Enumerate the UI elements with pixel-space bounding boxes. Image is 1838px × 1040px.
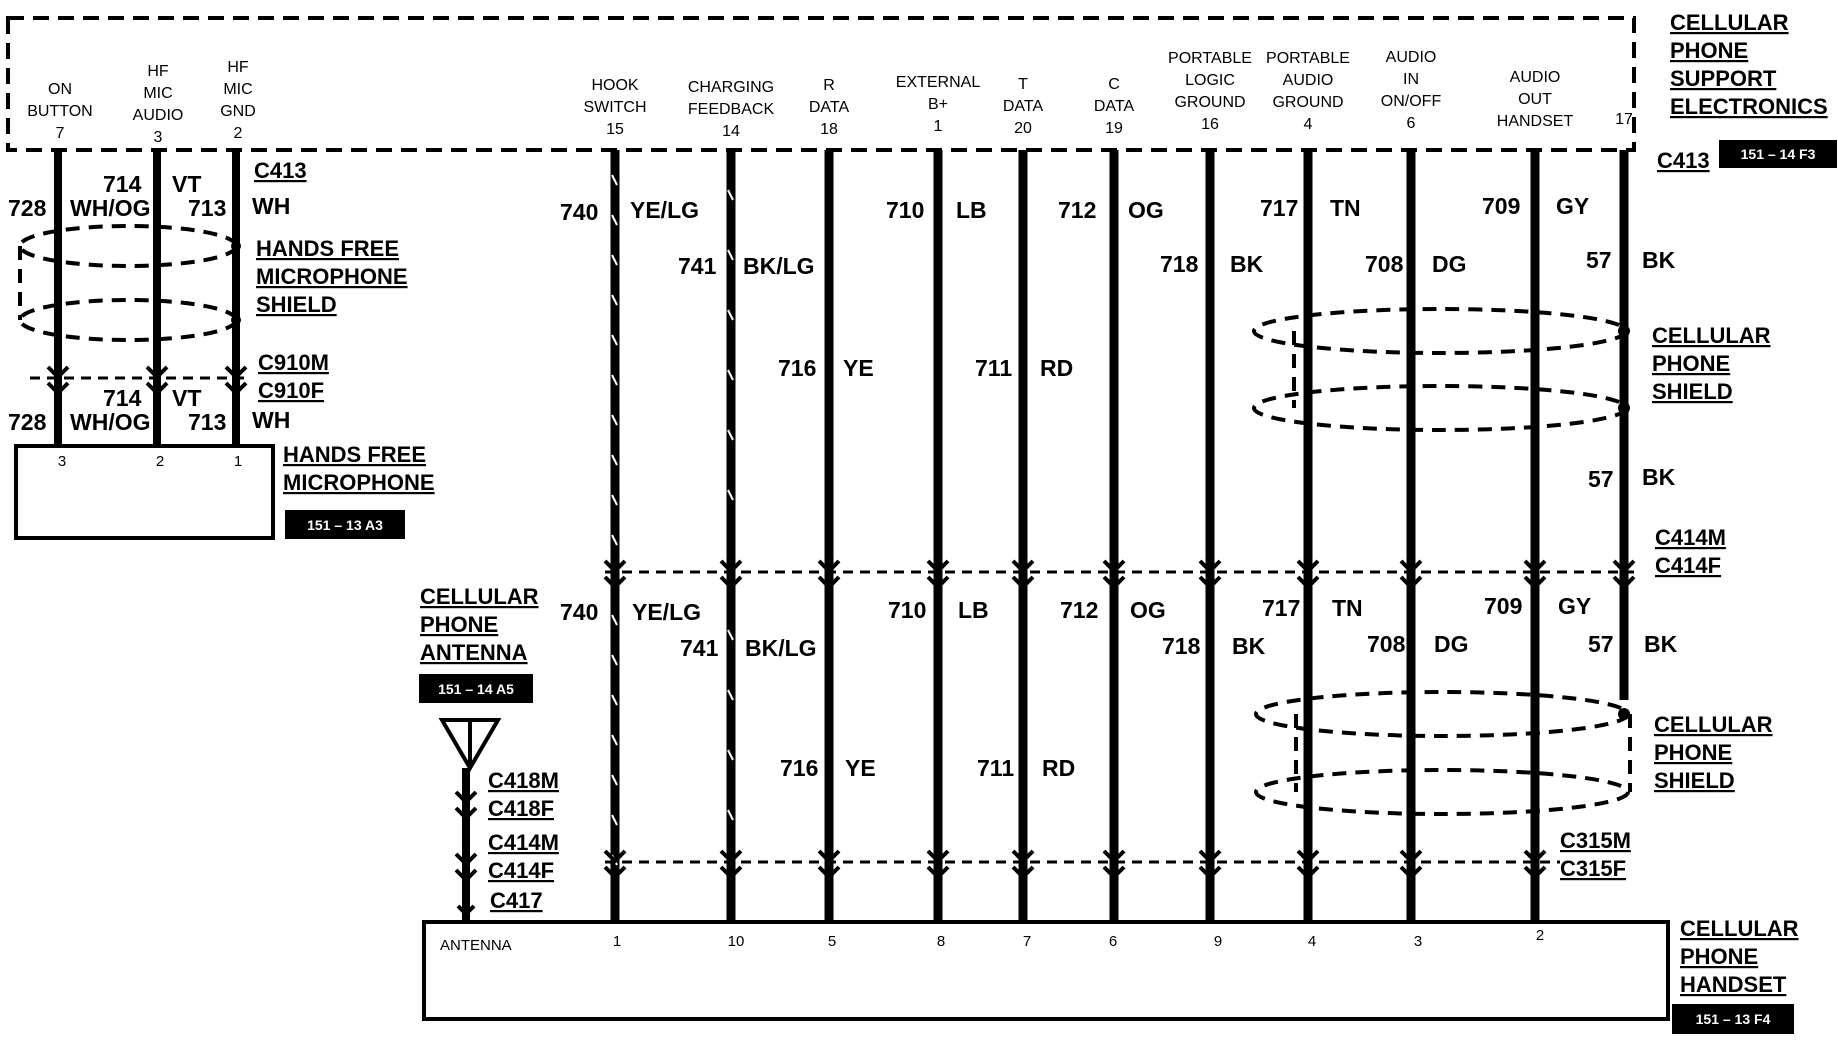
svg-text:717: 717 — [1262, 595, 1301, 621]
mic-shield — [20, 226, 236, 340]
svg-text:OUT: OUT — [1518, 91, 1552, 108]
svg-text:OG: OG — [1128, 197, 1164, 223]
svg-text:SHIELD: SHIELD — [1652, 379, 1733, 404]
svg-text:10: 10 — [727, 933, 745, 950]
svg-text:PHONE: PHONE — [420, 612, 499, 637]
svg-text:710: 710 — [888, 597, 927, 623]
svg-text:AUDIO: AUDIO — [1385, 49, 1437, 66]
module-connector-c413: C413 — [1657, 148, 1710, 173]
svg-text:7: 7 — [55, 125, 65, 142]
svg-text:RD: RD — [1040, 355, 1074, 381]
svg-text:C910M: C910M — [258, 350, 329, 375]
c315-chevrons — [605, 851, 1545, 877]
svg-text:710: 710 — [886, 197, 925, 223]
c414-chevrons — [605, 561, 1634, 587]
mic-connector-c413: C413 — [254, 158, 307, 183]
svg-text:14: 14 — [722, 123, 740, 140]
svg-text:WH: WH — [252, 193, 291, 219]
svg-text:1: 1 — [612, 933, 622, 950]
svg-text:AUDIO: AUDIO — [1509, 69, 1561, 86]
svg-text:709: 709 — [1484, 593, 1523, 619]
svg-text:5: 5 — [827, 933, 837, 950]
svg-text:WH/OG: WH/OG — [70, 195, 151, 221]
svg-text:15: 15 — [606, 121, 624, 138]
antenna-icon — [442, 720, 498, 768]
svg-text:C910F: C910F — [258, 378, 325, 403]
svg-text:3: 3 — [1413, 933, 1423, 950]
svg-text:MIC: MIC — [223, 81, 253, 98]
svg-text:6: 6 — [1406, 115, 1416, 132]
svg-text:CHARGING: CHARGING — [687, 79, 775, 96]
svg-text:57: 57 — [1586, 247, 1612, 273]
svg-text:3: 3 — [153, 129, 163, 146]
svg-text:MICROPHONE: MICROPHONE — [256, 264, 408, 289]
svg-text:YE/LG: YE/LG — [632, 599, 702, 625]
svg-text:AUDIO: AUDIO — [1282, 72, 1334, 89]
svg-text:16: 16 — [1201, 116, 1219, 133]
svg-text:GY: GY — [1556, 193, 1590, 219]
svg-text:LOGIC: LOGIC — [1185, 72, 1235, 89]
svg-text:20: 20 — [1014, 120, 1032, 137]
svg-text:SHIELD: SHIELD — [256, 292, 337, 317]
svg-text:AUDIO: AUDIO — [132, 107, 184, 124]
svg-text:DATA: DATA — [808, 99, 850, 116]
svg-text:MICROPHONE: MICROPHONE — [283, 470, 435, 495]
c414-label — [1655, 525, 1726, 578]
svg-text:718: 718 — [1162, 633, 1201, 659]
svg-text:ON/OFF: ON/OFF — [1380, 93, 1442, 110]
antenna-title — [420, 584, 539, 665]
svg-text:OG: OG — [1130, 597, 1166, 623]
mic-inline-connector — [258, 350, 329, 403]
svg-text:6: 6 — [1108, 933, 1118, 950]
svg-text:708: 708 — [1365, 251, 1404, 277]
svg-text:741: 741 — [678, 253, 717, 279]
svg-text:R: R — [823, 77, 835, 94]
svg-text:GROUND: GROUND — [1174, 94, 1246, 111]
svg-text:FEEDBACK: FEEDBACK — [687, 101, 775, 118]
handset-antenna-label: ANTENNA — [440, 937, 512, 954]
svg-text:C315M: C315M — [1560, 828, 1631, 853]
svg-text:RD: RD — [1042, 755, 1076, 781]
svg-text:CELLULAR: CELLULAR — [1652, 323, 1771, 348]
svg-text:740: 740 — [560, 199, 599, 225]
svg-text:1: 1 — [233, 453, 243, 470]
svg-text:GND: GND — [220, 103, 256, 120]
svg-text:57: 57 — [1588, 631, 1614, 657]
svg-text:C414M: C414M — [488, 830, 559, 855]
svg-text:EXTERNAL: EXTERNAL — [895, 74, 981, 91]
svg-text:ON: ON — [48, 81, 72, 98]
c910-chevrons — [48, 367, 246, 393]
mic-ref: 151 – 13 A3 — [307, 517, 383, 533]
svg-text:VT: VT — [172, 171, 202, 197]
svg-text:C417: C417 — [490, 888, 543, 913]
svg-text:T: T — [1018, 76, 1028, 93]
svg-text:CELLULAR: CELLULAR — [1654, 712, 1773, 737]
svg-text:18: 18 — [820, 121, 838, 138]
svg-text:PORTABLE: PORTABLE — [1168, 50, 1252, 67]
svg-text:MIC: MIC — [143, 85, 173, 102]
svg-text:712: 712 — [1060, 597, 1099, 623]
svg-text:HANDS FREE: HANDS FREE — [283, 442, 427, 467]
svg-text:YE: YE — [845, 755, 876, 781]
svg-text:GY: GY — [1558, 593, 1592, 619]
svg-text:716: 716 — [780, 755, 819, 781]
svg-text:C414F: C414F — [1655, 553, 1722, 578]
antenna-connectors — [488, 768, 559, 913]
svg-text:DATA: DATA — [1002, 98, 1044, 115]
svg-text:C: C — [1108, 76, 1120, 93]
svg-text:714: 714 — [103, 385, 142, 411]
svg-text:713: 713 — [188, 409, 227, 435]
svg-text:17: 17 — [1615, 111, 1633, 128]
svg-text:8: 8 — [936, 933, 946, 950]
svg-text:GROUND: GROUND — [1272, 94, 1344, 111]
c315-label — [1560, 828, 1631, 881]
svg-text:IN: IN — [1403, 71, 1419, 88]
svg-text:741: 741 — [680, 635, 719, 661]
svg-text:57: 57 — [1588, 466, 1614, 492]
svg-text:740: 740 — [560, 599, 599, 625]
svg-text:716: 716 — [778, 355, 817, 381]
svg-text:19: 19 — [1105, 120, 1123, 137]
svg-text:HF: HF — [227, 59, 249, 76]
svg-text:HF: HF — [147, 63, 169, 80]
svg-text:ELECTRONICS: ELECTRONICS — [1670, 94, 1828, 119]
svg-text:4: 4 — [1307, 933, 1317, 950]
svg-text:713: 713 — [188, 195, 227, 221]
module-pin-labels — [27, 49, 1633, 146]
svg-text:YE: YE — [843, 355, 874, 381]
svg-text:2: 2 — [233, 125, 243, 142]
svg-text:BK: BK — [1230, 251, 1264, 277]
svg-text:PHONE: PHONE — [1680, 944, 1759, 969]
svg-text:BK: BK — [1232, 633, 1266, 659]
mic-shield-label — [256, 236, 408, 317]
svg-text:BK/LG: BK/LG — [743, 253, 815, 279]
svg-text:3: 3 — [57, 453, 67, 470]
svg-text:9: 9 — [1213, 933, 1223, 950]
svg-text:712: 712 — [1058, 197, 1097, 223]
svg-text:PHONE: PHONE — [1652, 351, 1731, 376]
svg-text:BK: BK — [1644, 631, 1678, 657]
svg-text:ANTENNA: ANTENNA — [420, 640, 528, 665]
mic-title — [283, 442, 435, 495]
svg-text:2: 2 — [155, 453, 165, 470]
module-ref: 151 – 14 F3 — [1740, 146, 1816, 162]
mic-wire-labels-upper — [8, 171, 290, 221]
svg-text:VT: VT — [172, 385, 202, 411]
phone-shield-upper-label — [1652, 323, 1771, 404]
svg-text:PHONE: PHONE — [1670, 38, 1749, 63]
svg-text:LB: LB — [956, 197, 987, 223]
svg-text:711: 711 — [975, 355, 1013, 381]
svg-text:DG: DG — [1434, 631, 1469, 657]
support-electronics-title — [1670, 10, 1828, 119]
svg-text:714: 714 — [103, 171, 142, 197]
svg-text:WH/OG: WH/OG — [70, 409, 151, 435]
svg-text:SHIELD: SHIELD — [1654, 768, 1735, 793]
svg-text:CELLULAR: CELLULAR — [1670, 10, 1789, 35]
svg-text:B+: B+ — [927, 96, 949, 113]
svg-text:CELLULAR: CELLULAR — [1680, 916, 1799, 941]
svg-text:C418F: C418F — [488, 796, 555, 821]
svg-text:HOOK: HOOK — [591, 77, 639, 94]
svg-text:DATA: DATA — [1093, 98, 1135, 115]
svg-text:TN: TN — [1330, 195, 1361, 221]
antenna-ref: 151 – 14 A5 — [438, 681, 514, 697]
svg-text:HANDS FREE: HANDS FREE — [256, 236, 400, 261]
svg-text:C414F: C414F — [488, 858, 555, 883]
svg-text:TN: TN — [1332, 595, 1363, 621]
svg-text:718: 718 — [1160, 251, 1199, 277]
phone-shield-lower-label — [1654, 712, 1773, 793]
svg-text:WH: WH — [252, 407, 291, 433]
svg-text:BK: BK — [1642, 247, 1676, 273]
svg-text:4: 4 — [1303, 116, 1313, 133]
svg-text:BK: BK — [1642, 464, 1676, 490]
svg-text:728: 728 — [8, 409, 47, 435]
svg-text:PORTABLE: PORTABLE — [1266, 50, 1350, 67]
svg-text:SWITCH: SWITCH — [583, 99, 647, 116]
cellular-phone-handset-box — [424, 922, 1668, 1019]
svg-text:728: 728 — [8, 195, 47, 221]
svg-text:BUTTON: BUTTON — [27, 103, 93, 120]
wire-labels-mid-57 — [1588, 464, 1676, 492]
mic-wire-labels-lower — [8, 385, 290, 435]
svg-text:1: 1 — [933, 118, 943, 135]
svg-text:711: 711 — [977, 755, 1015, 781]
handset-ref: 151 – 13 F4 — [1695, 1011, 1771, 1027]
svg-text:DG: DG — [1432, 251, 1467, 277]
svg-text:PHONE: PHONE — [1654, 740, 1733, 765]
svg-text:HANDSET: HANDSET — [1496, 113, 1574, 130]
svg-text:LB: LB — [958, 597, 989, 623]
svg-text:C315F: C315F — [1560, 856, 1627, 881]
svg-text:7: 7 — [1022, 933, 1032, 950]
svg-text:2: 2 — [1535, 927, 1545, 944]
handset-title — [1680, 916, 1799, 997]
svg-text:C414M: C414M — [1655, 525, 1726, 550]
svg-text:709: 709 — [1482, 193, 1521, 219]
svg-text:717: 717 — [1260, 195, 1299, 221]
svg-text:BK/LG: BK/LG — [745, 635, 817, 661]
svg-text:HANDSET: HANDSET — [1680, 972, 1787, 997]
svg-text:708: 708 — [1367, 631, 1406, 657]
svg-text:SUPPORT: SUPPORT — [1670, 66, 1777, 91]
svg-text:CELLULAR: CELLULAR — [420, 584, 539, 609]
svg-text:C418M: C418M — [488, 768, 559, 793]
svg-text:YE/LG: YE/LG — [630, 197, 700, 223]
